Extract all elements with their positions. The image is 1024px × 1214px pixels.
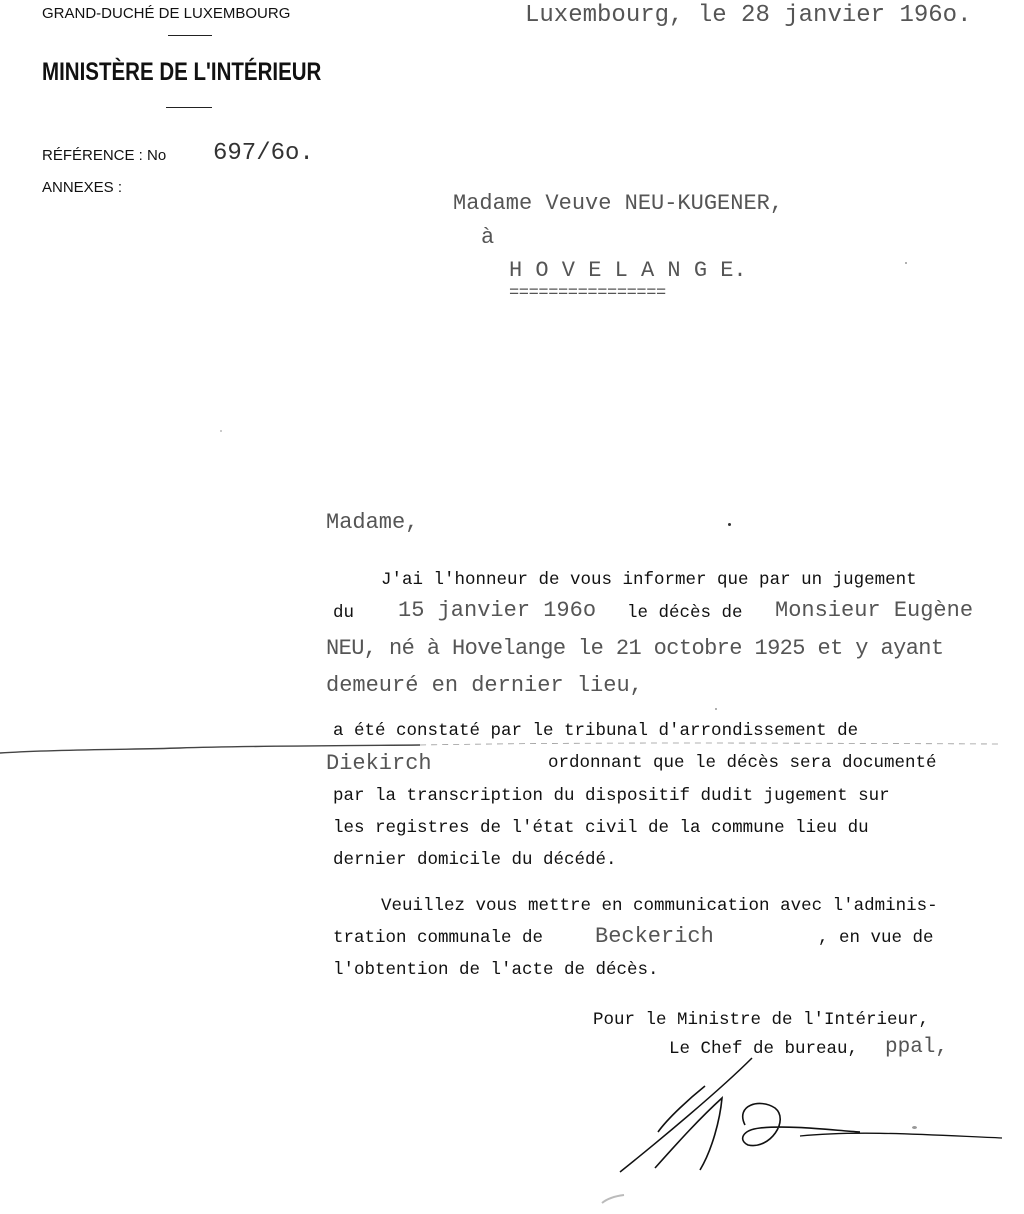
- letterhead-state: GRAND-DUCHÉ DE LUXEMBOURG: [42, 5, 291, 22]
- scan-speck: [728, 523, 731, 526]
- reference-label: RÉFÉRENCE : No: [42, 147, 167, 164]
- annexes-label: ANNEXES :: [42, 179, 123, 196]
- body-p2-line4: les registres de l'état civil de la commune lieu du: [333, 818, 869, 838]
- reference-value: 697/6o.: [213, 140, 314, 167]
- recipient-prep: à: [481, 225, 495, 250]
- closing-line2-note: ppal,: [885, 1036, 949, 1059]
- body-p2-line2-rest: ordonnant que le décès sera documenté: [548, 753, 937, 773]
- ministry-title: MINISTÈRE DE L'INTÉRIEUR: [42, 58, 322, 86]
- body-p3-line3: l'obtention de l'acte de décès.: [333, 960, 659, 980]
- body-p1-line1: J'ai l'honneur de vous informer que par un jugement: [381, 570, 917, 590]
- body-p1-line3: NEU, né à Hovelange le 21 octobre 1925 et y ayant: [326, 636, 944, 661]
- date-line: Luxembourg, le 28 janvier 196o.: [525, 2, 972, 29]
- body-p1-line4: demeuré en dernier lieu,: [326, 673, 643, 698]
- body-p1-line2-b: le décès de: [627, 603, 743, 623]
- scan-speck: [912, 1126, 917, 1129]
- body-p3-line2-commune: Beckerich: [595, 924, 714, 949]
- closing-line2: Le Chef de bureau,: [669, 1039, 859, 1059]
- recipient-underline: ================: [509, 284, 666, 303]
- body-p2-line3: par la transcription du dispositif dudit jugement sur: [333, 786, 890, 806]
- body-p3-line2-b: , en vue de: [818, 928, 934, 948]
- body-p3-line1: Veuillez vous mettre en communication avec l'adminis-: [381, 896, 938, 916]
- body-p2-line5: dernier domicile du décédé.: [333, 850, 617, 870]
- body-p2-line1: a été constaté par le tribunal d'arrondissement de: [333, 721, 859, 741]
- recipient-name: Madame Veuve NEU-KUGENER,: [453, 191, 784, 216]
- body-p1-line2-date: 15 janvier 196o: [398, 598, 597, 623]
- scan-speck: [905, 262, 907, 264]
- salutation: Madame,: [326, 510, 419, 535]
- body-p1-line2-a: du: [333, 603, 355, 623]
- recipient-place: H O V E L A N G E.: [509, 258, 747, 283]
- body-p3-line2-a: tration communale de: [333, 928, 544, 948]
- body-p2-line2-place: Diekirch: [326, 751, 432, 776]
- closing-line1: Pour le Ministre de l'Intérieur,: [593, 1010, 930, 1030]
- body-p1-line2-name: Monsieur Eugène: [775, 598, 974, 623]
- scan-speck: [715, 708, 717, 710]
- scan-speck: [220, 430, 222, 432]
